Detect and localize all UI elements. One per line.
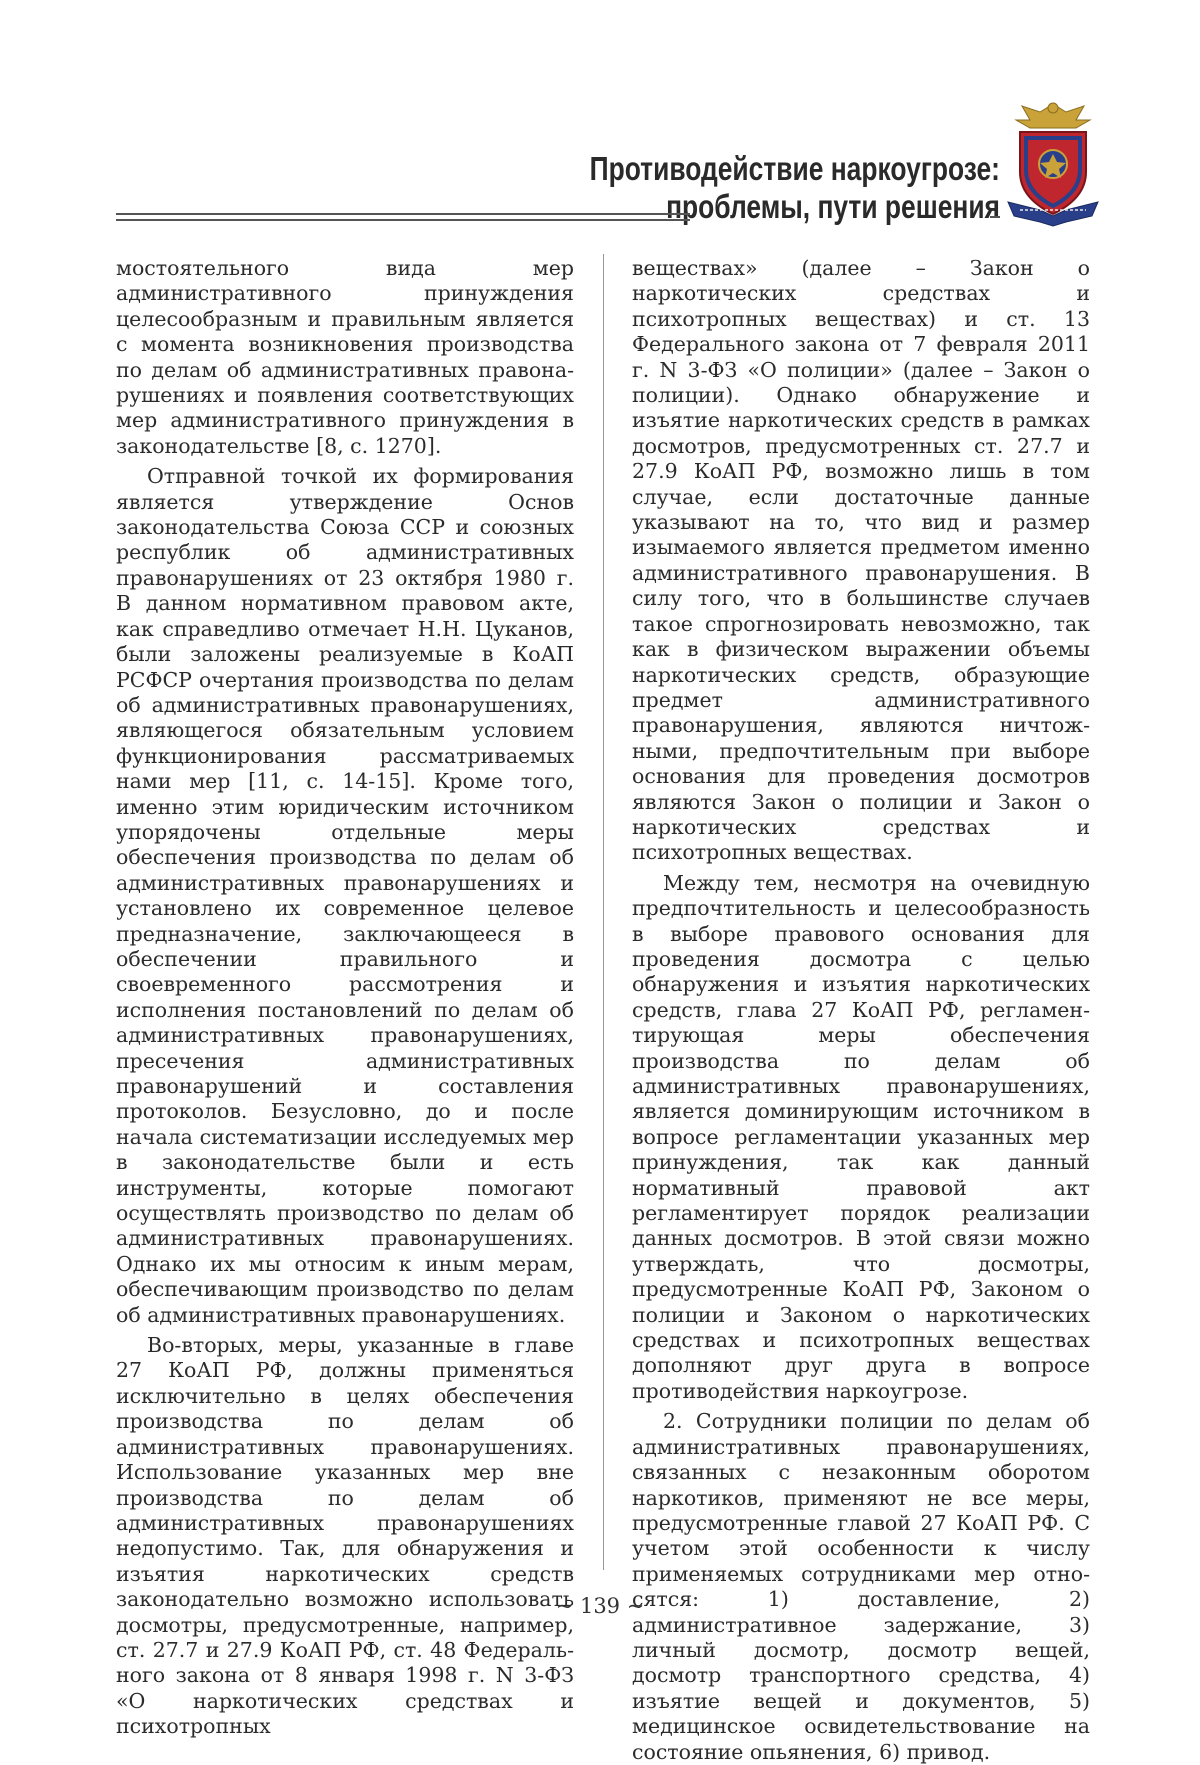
header-rule-bottom	[116, 219, 690, 221]
header-rule-right	[990, 216, 1000, 218]
header-title-line1: Противодействие наркоугрозе:	[590, 150, 1000, 188]
police-academy-emblem-icon	[1000, 98, 1106, 228]
header-title-line2: проблемы, пути решения	[590, 188, 1000, 226]
paragraph: Между тем, несмотря на очевидную пред­почтительность и целесообразность в выборе правового основания для проведения досмо­тра с целью обнаружения и изъятия наркоти­ческих средств, глава 27 КоАП РФ, регламен­тирующая меры обеспечения производства по делам об административных правонару­шениях, является доминирующим источни­ком в вопросе регламентации указанных мер принуждения, так как данный нормативный правовой акт регламентирует порядок реали­зации данных досмотров. В этой связи можно утверждать, что досмотры, предусмотренные КоАП РФ, Законом о полиции и Законом о наркотических средствах и психотропных веществах дополняют друг друга в вопросе противодействия наркоугрозе.	[632, 871, 1090, 1405]
column-divider	[603, 254, 604, 1570]
journal-page	[0, 0, 1200, 1697]
header-rule-top	[116, 213, 690, 215]
paragraph: мостоятельного вида мер административного принуждения целесообразным и правильным является с момента возникновения производ­ства по делам об административных правона­рушениях и появления соответствующих мер административного принуждения в законода­тельстве [8, с. 1270].	[116, 256, 574, 459]
right-column	[632, 256, 1090, 1765]
left-column	[116, 256, 574, 1740]
paragraph: веществах» (далее – Закон о наркотических средствах и психотропных веществах) и ст. 13 Федерального закона от 7 февраля 2011 г. N 3-ФЗ «О полиции» (далее – Закон о полиции). Однако обнаружение и изъятие наркотических средств в рамках досмотров, предусмотренных ст. 27.7 и 27.9 КоАП РФ, возможно лишь в том случае, если достаточ­ные данные указывают на то, что вид и раз­мер изымаемого является предметом имен­но административного правонарушения. В силу того, что в большинстве случаев такое спрогнозировать невозможно, так как в фи­зическом выражении объемы наркотических средств, образующие предмет администра­тивного правонарушения, являются ничтож­ными, предпочтительным при выборе осно­вания для проведения досмотров являются Закон о полиции и Закон о наркотических средствах и психотропных веществах.	[632, 256, 1090, 866]
paragraph: Отправной точкой их формирования яв­ляется утверждение Основ законодательства Союза ССР и союзных республик об адми­нистративных правонарушениях от 23 октя­бря 1980 г. В данном нормативном правовом акте, как справедливо отмечает Н.Н. Цука­нов, были заложены реализуемые в КоАП РСФСР очертания производства по делам об административных правонарушениях, яв­ляющегося обязательным условием функци­онирования рассматриваемых нами мер [11, с. 14-15]. Кроме того, именно этим юриди­ческим источником упорядочены отдельные меры обеспечения производства по делам об административных правонарушениях и уста­новлено их современное целевое предназна­чение, заключающееся в обеспечении пра­вильного и своевременного рассмотрения и исполнения постановлений по делам об адми­нистративных правонарушениях, пресечения административных правонарушений и состав­ления протоколов. Безусловно, до и после начала систематизации исследуемых мер в за­конодательстве были и есть инструменты, ко­торые помогают осуществлять производство по делам об административных правонару­шениях. Однако их мы относим к иным мерам, обеспечивающим производство по делам об административных правонарушениях.	[116, 464, 574, 1328]
page-number: ~ 139 ~	[0, 1594, 1200, 1618]
paragraph: Во-вторых, меры, указанные в главе 27 КоАП РФ, должны применяться исключи­тельно в целях обеспечения производства по делам об административных правонару­шениях. Использование указанных мер вне производства по делам об административ­ных правонарушениях недопустимо. Так, для обнаружения и изъятия наркотических средств законодательно возможно исполь­зовать досмотры, предусмотренные, например, ст. 27.7 и 27.9 КоАП РФ, ст. 48 Федераль­ного закона от 8 января 1998 г. N 3-ФЗ «О наркотических средствах и психотропных	[116, 1333, 574, 1740]
paragraph: 2. Сотрудники полиции по делам об адми­нистративных правонарушениях, связанных с незаконным оборотом наркотиков, приме­няют не все меры, предусмотренные главой 27 КоАП РФ. С учетом этой особенности к числу применяемых сотрудниками мер отно­сятся: 1) доставление, 2) административное задержание, 3) личный досмотр, досмотр вещей, досмотр транспортного средства, 4) изъятие вещей и документов, 5) медицин­ское освидетельствование на состояние опья­нения, 6) привод.	[632, 1409, 1090, 1765]
